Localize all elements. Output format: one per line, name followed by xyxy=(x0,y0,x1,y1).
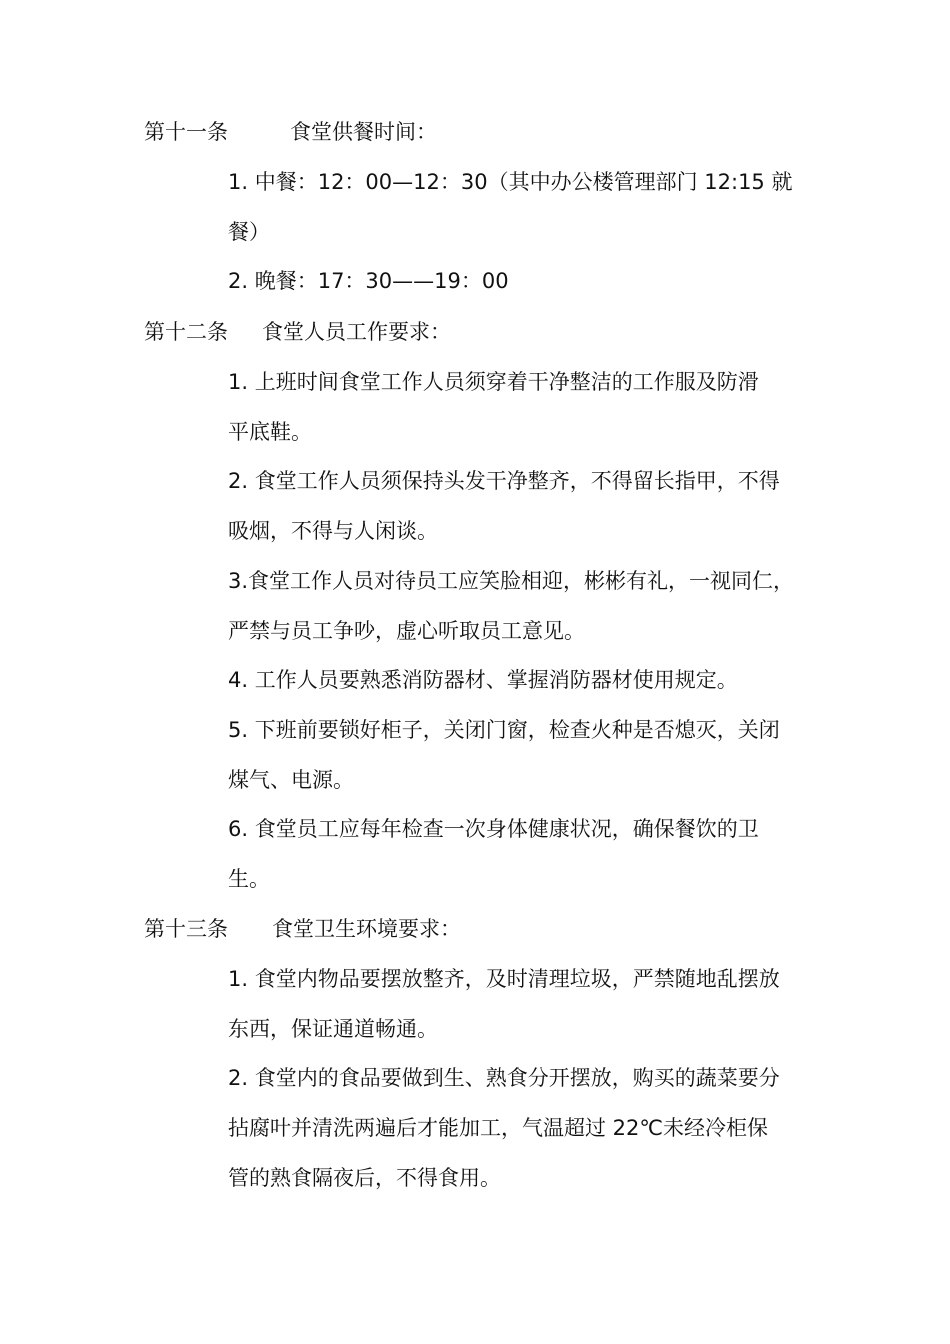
article-number: 第十二条 xyxy=(144,320,228,344)
list-item xyxy=(228,804,813,904)
item-line: 1. 食堂内物品要摆放整齐，及时清理垃圾，严禁随地乱摆放 xyxy=(228,967,780,991)
list-item xyxy=(228,157,813,257)
item-line: 东西，保证通道畅通。 xyxy=(228,1017,438,1041)
item-line: 管的熟食隔夜后，不得食用。 xyxy=(228,1166,501,1190)
item-line: 餐） xyxy=(228,220,270,244)
article-11-heading xyxy=(144,118,437,146)
list-item xyxy=(228,556,813,656)
item-line: 平底鞋。 xyxy=(228,420,312,444)
list-item xyxy=(228,256,813,306)
article-13-heading xyxy=(144,915,461,943)
list-item xyxy=(228,456,813,556)
item-line: 2. 晚餐：17：30——19：00 xyxy=(228,269,509,293)
article-12-heading xyxy=(144,318,451,346)
item-line: 1. 中餐：12：00—12：30（其中办公楼管理部门 12:15 就 xyxy=(228,170,793,194)
item-line: 5. 下班前要锁好柜子，关闭门窗，检查火种是否熄灭，关闭 xyxy=(228,718,780,742)
list-item xyxy=(228,1053,813,1203)
article-number: 第十三条 xyxy=(144,917,228,941)
article-title: 食堂卫生环境要求： xyxy=(272,917,461,941)
item-line: 煤气、电源。 xyxy=(228,768,354,792)
item-line: 6. 食堂员工应每年检查一次身体健康状况，确保餐饮的卫 xyxy=(228,817,759,841)
article-title: 食堂人员工作要求： xyxy=(262,320,451,344)
list-item xyxy=(228,655,813,705)
list-item xyxy=(228,357,813,457)
item-line: 生。 xyxy=(228,867,270,891)
item-line: 4. 工作人员要熟悉消防器材、掌握消防器材使用规定。 xyxy=(228,668,738,692)
item-line: 3.食堂工作人员对待员工应笑脸相迎，彬彬有礼，一视同仁， xyxy=(228,569,795,593)
item-line: 拈腐叶并清洗两遍后才能加工，气温超过 22℃未经冷柜保 xyxy=(228,1116,768,1140)
article-title: 食堂供餐时间： xyxy=(290,120,437,144)
item-line: 严禁与员工争吵，虚心听取员工意见。 xyxy=(228,619,585,643)
item-line: 吸烟，不得与人闲谈。 xyxy=(228,519,438,543)
list-item xyxy=(228,954,813,1054)
list-item xyxy=(228,705,813,805)
article-number: 第十一条 xyxy=(144,120,228,144)
item-line: 2. 食堂内的食品要做到生、熟食分开摆放，购买的蔬菜要分 xyxy=(228,1066,780,1090)
item-line: 1. 上班时间食堂工作人员须穿着干净整洁的工作服及防滑 xyxy=(228,370,759,394)
item-line: 2. 食堂工作人员须保持头发干净整齐，不得留长指甲，不得 xyxy=(228,469,780,493)
